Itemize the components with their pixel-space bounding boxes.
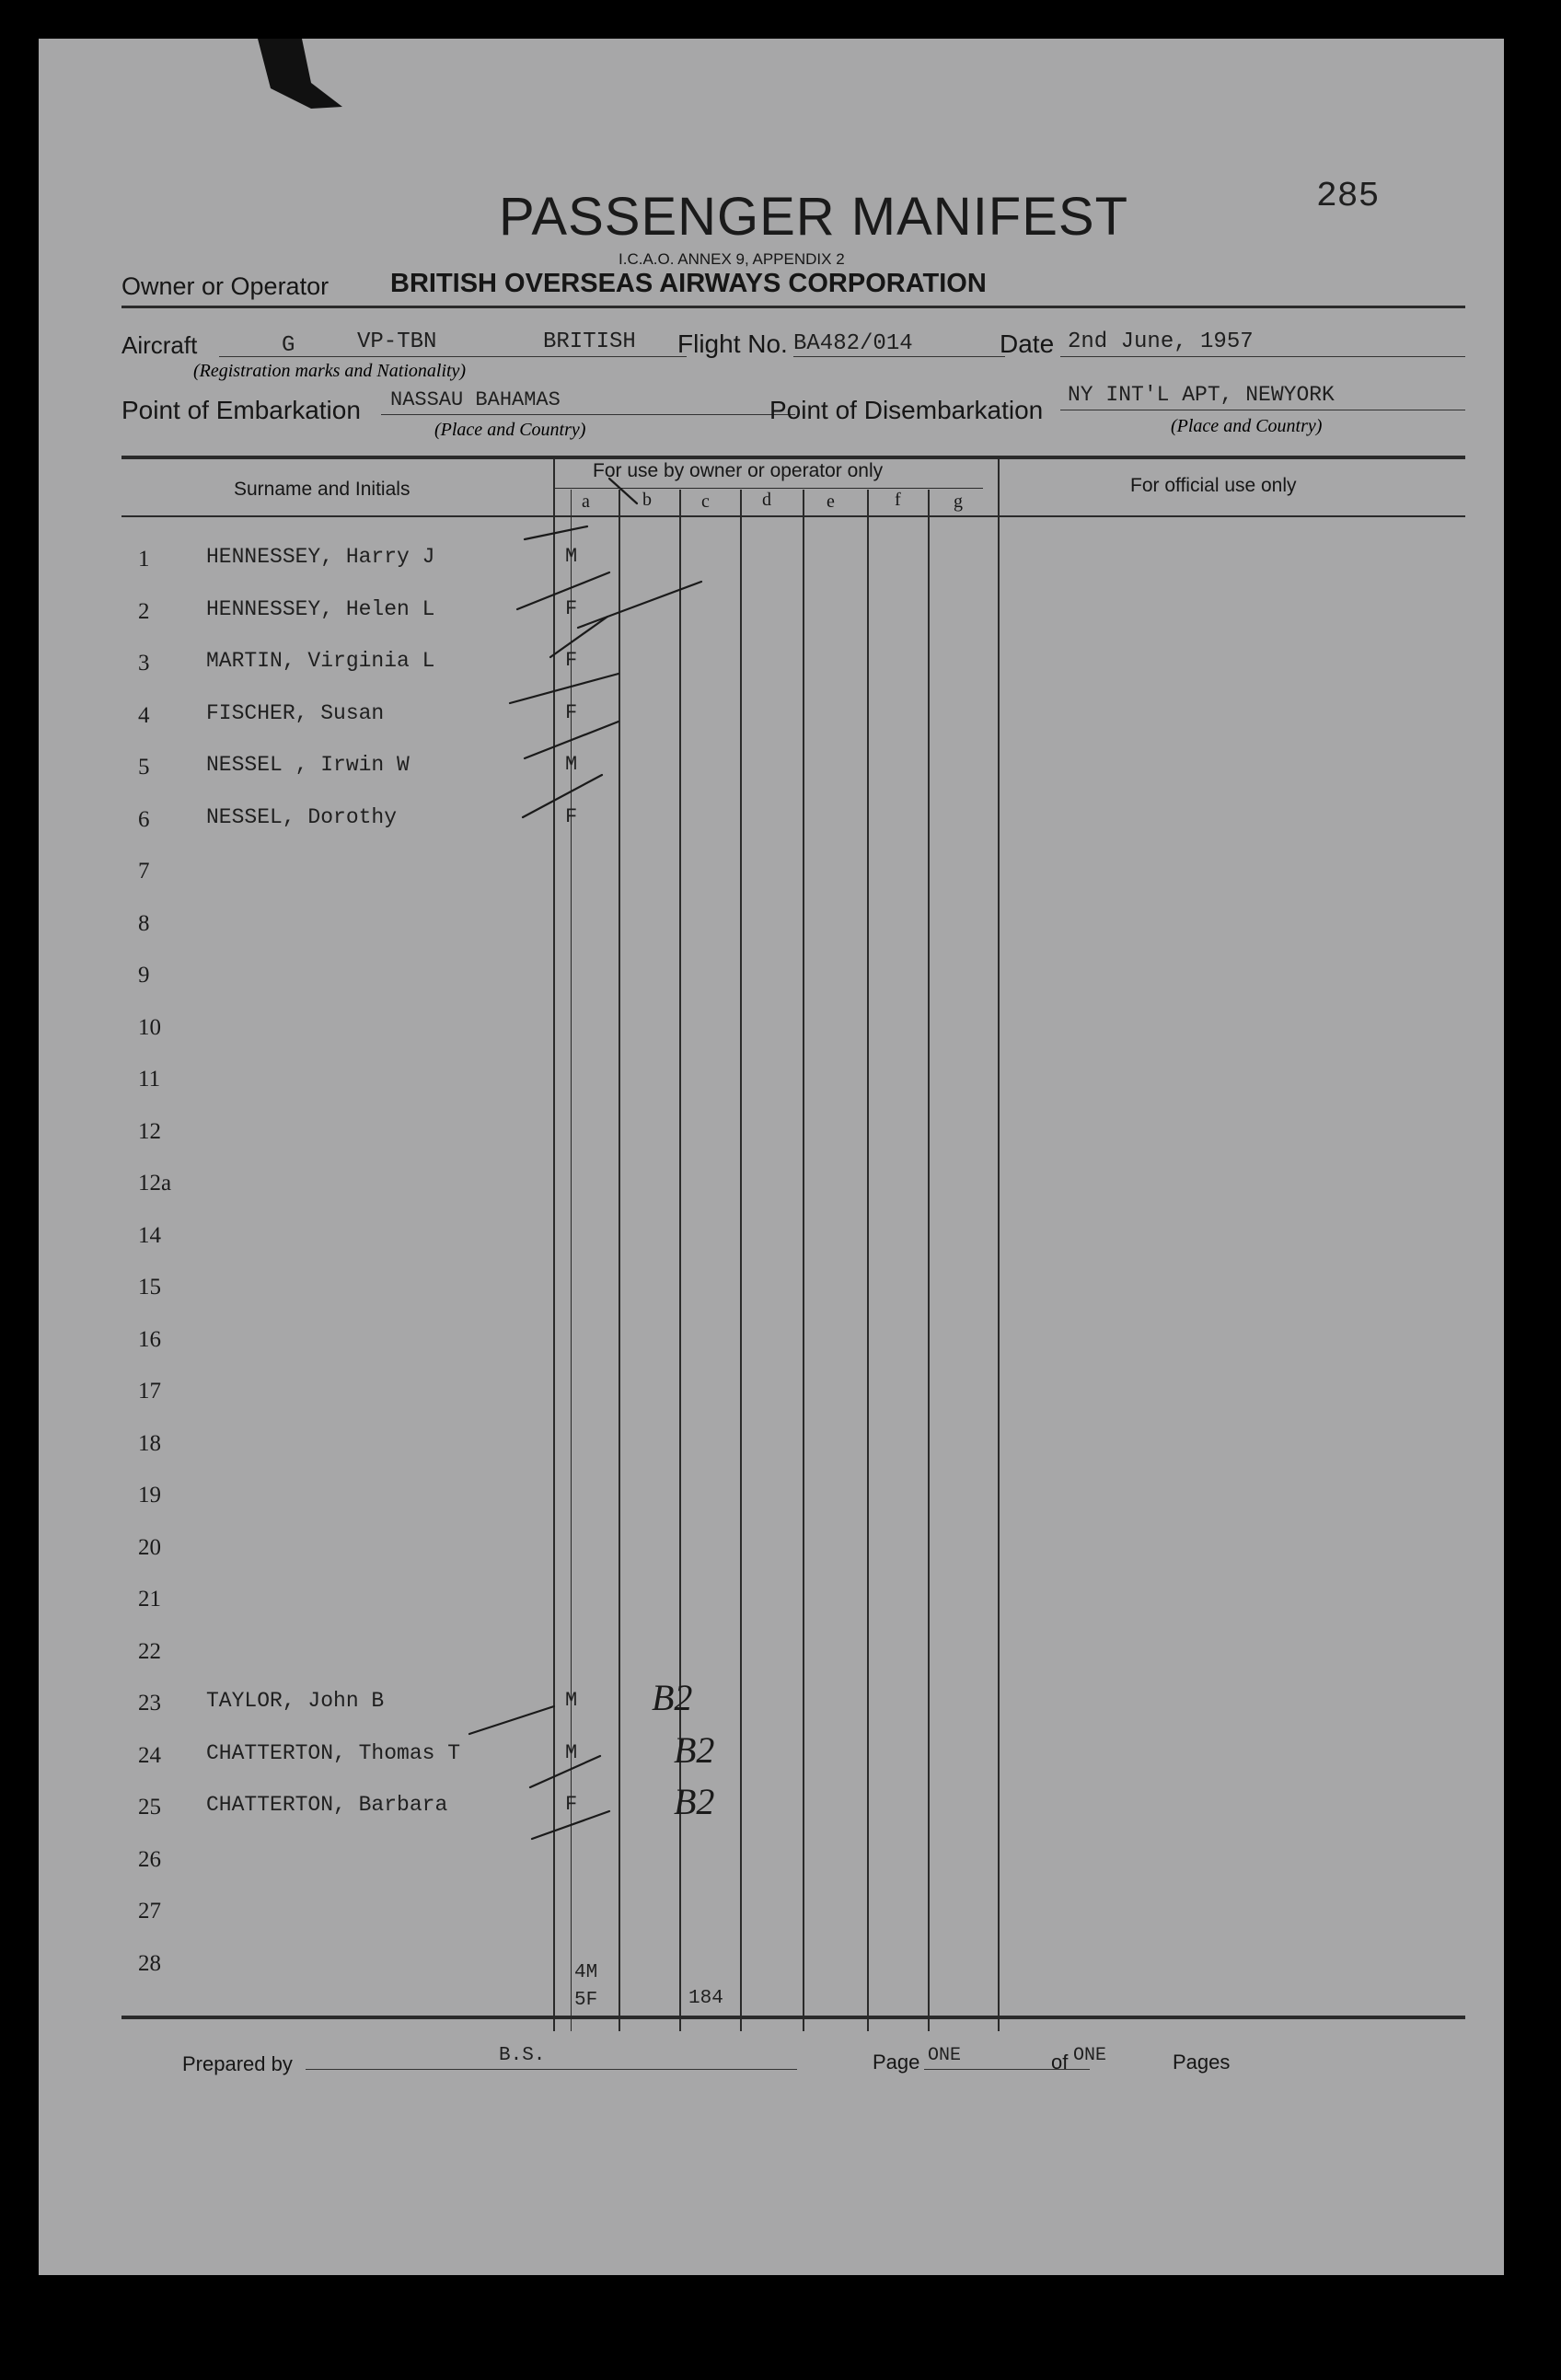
prepared-value: B.S. [499,2045,546,2066]
passenger-name: FISCHER, Susan [206,701,385,725]
embarkation-label: Point of Embarkation [121,396,361,424]
disembarkation-label: Point of Disembarkation [769,396,1044,424]
passenger-sex: F [565,805,578,828]
row-number: 6 [138,807,150,832]
passenger-name: TAYLOR, John B [206,1689,385,1713]
row-number: 25 [138,1795,161,1820]
handwritten-mark: B2 [652,1677,693,1718]
row-number: 8 [138,911,150,936]
owner-value: BRITISH OVERSEAS AIRWAYS CORPORATION [390,269,987,298]
owner-label: Owner or Operator [121,272,330,300]
row-number: 11 [138,1067,161,1092]
row-number: 26 [138,1847,161,1872]
tick-mark-row-3 [550,617,607,657]
passenger-sex: F [565,1793,578,1816]
page-value: ONE [928,2045,962,2066]
row-number: 12a [138,1171,172,1196]
passenger-name: CHATTERTON, Barbara [206,1793,448,1817]
row-number: 12 [138,1119,161,1144]
column-letter-c: c [701,491,710,512]
of-value: ONE [1073,2045,1107,2066]
row-number: 7 [138,859,150,884]
row-number: 4 [138,703,150,728]
pages-label: Pages [1173,2051,1231,2074]
flight-no-value: BA482/014 [793,331,913,356]
tick-mark-row-23 [469,1706,554,1734]
total-c: 184 [688,1988,723,2009]
passenger-name: NESSEL, Dorothy [206,805,398,829]
embarkation-value: NASSAU BAHAMAS [390,388,561,411]
passenger-sex: F [565,597,578,620]
row-number: 20 [138,1535,161,1560]
passenger-sex: F [565,701,578,724]
date-label: Date [1000,329,1055,358]
row-number: 23 [138,1691,161,1716]
of-label: of [1051,2051,1069,2074]
handwritten-mark: B2 [674,1729,715,1771]
row-number: 16 [138,1327,161,1352]
column-letter-e: e [827,491,835,512]
prepared-label: Prepared by [182,2052,293,2075]
disembarkation-value: NY INT'L APT, NEWYORK [1068,383,1335,407]
row-number: 14 [138,1223,161,1248]
page-subtitle: I.C.A.O. ANNEX 9, APPENDIX 2 [619,250,845,268]
passenger-sex: M [565,1689,578,1712]
passenger-name: HENNESSEY, Helen L [206,597,435,621]
tick-mark-row-24 [530,1756,600,1787]
column-letter-a: a [582,491,590,512]
passenger-name: MARTIN, Virginia L [206,649,435,673]
page-number: 285 [1316,177,1380,216]
surname-header: Surname and Initials [234,479,410,500]
tick-mark-row-2 [517,572,609,609]
column-letter-g: g [954,491,963,512]
tick-mark-row-6 [523,775,602,817]
page-label: Page [873,2051,920,2074]
tick-mark-row-1 [525,526,587,539]
column-letter-d: d [762,490,771,510]
row-number: 24 [138,1743,161,1768]
disembarkation-caption: (Place and Country) [1171,416,1323,436]
official-header: For official use only [1130,475,1297,496]
row-number: 21 [138,1587,161,1612]
registration-caption: (Registration marks and Nationality) [193,361,467,381]
passenger-name: HENNESSEY, Harry J [206,545,435,569]
handwritten-mark: B2 [674,1781,715,1822]
row-number: 27 [138,1899,161,1924]
handwritten-marks [39,39,1504,2275]
passenger-name: CHATTERTON, Thomas T [206,1741,461,1765]
row-number: 17 [138,1379,161,1404]
row-number: 15 [138,1275,161,1300]
operator-header: For use by owner or operator only [593,460,884,481]
aircraft-label: Aircraft [121,331,198,359]
aircraft-prefix: G [282,333,295,358]
row-number: 5 [138,755,150,780]
flight-no-label: Flight No. [677,329,788,358]
total-male: 4M [574,1962,598,1983]
row-number: 3 [138,651,150,676]
tick-mark-header [609,479,637,503]
aircraft-nationality: BRITISH [543,329,636,354]
row-number: 19 [138,1483,161,1508]
row-number: 22 [138,1639,161,1664]
row-number: 18 [138,1431,161,1456]
row-number: 1 [138,547,150,572]
total-female: 5F [574,1990,598,2011]
date-value: 2nd June, 1957 [1068,329,1254,354]
row-number: 28 [138,1951,161,1976]
passenger-sex: M [565,545,578,568]
aircraft-registration: VP-TBN [357,329,437,354]
passenger-sex: F [565,649,578,672]
embarkation-caption: (Place and Country) [434,420,586,440]
column-letter-f: f [895,490,901,510]
row-number: 9 [138,963,150,988]
passenger-sex: M [565,753,578,776]
page-title: PASSENGER MANIFEST [499,187,1129,247]
row-number: 2 [138,599,150,624]
passenger-name: NESSEL , Irwin W [206,753,410,777]
punch-hole-mark [258,39,342,109]
tick-mark-row-2b [578,582,701,628]
tick-mark-row-5 [525,722,619,758]
tick-mark-row-25 [532,1811,609,1839]
row-number: 10 [138,1015,161,1040]
passenger-sex: M [565,1741,578,1764]
manifest-sheet [39,39,1504,2275]
column-letter-b: b [642,490,652,510]
tick-mark-row-4 [510,674,619,703]
